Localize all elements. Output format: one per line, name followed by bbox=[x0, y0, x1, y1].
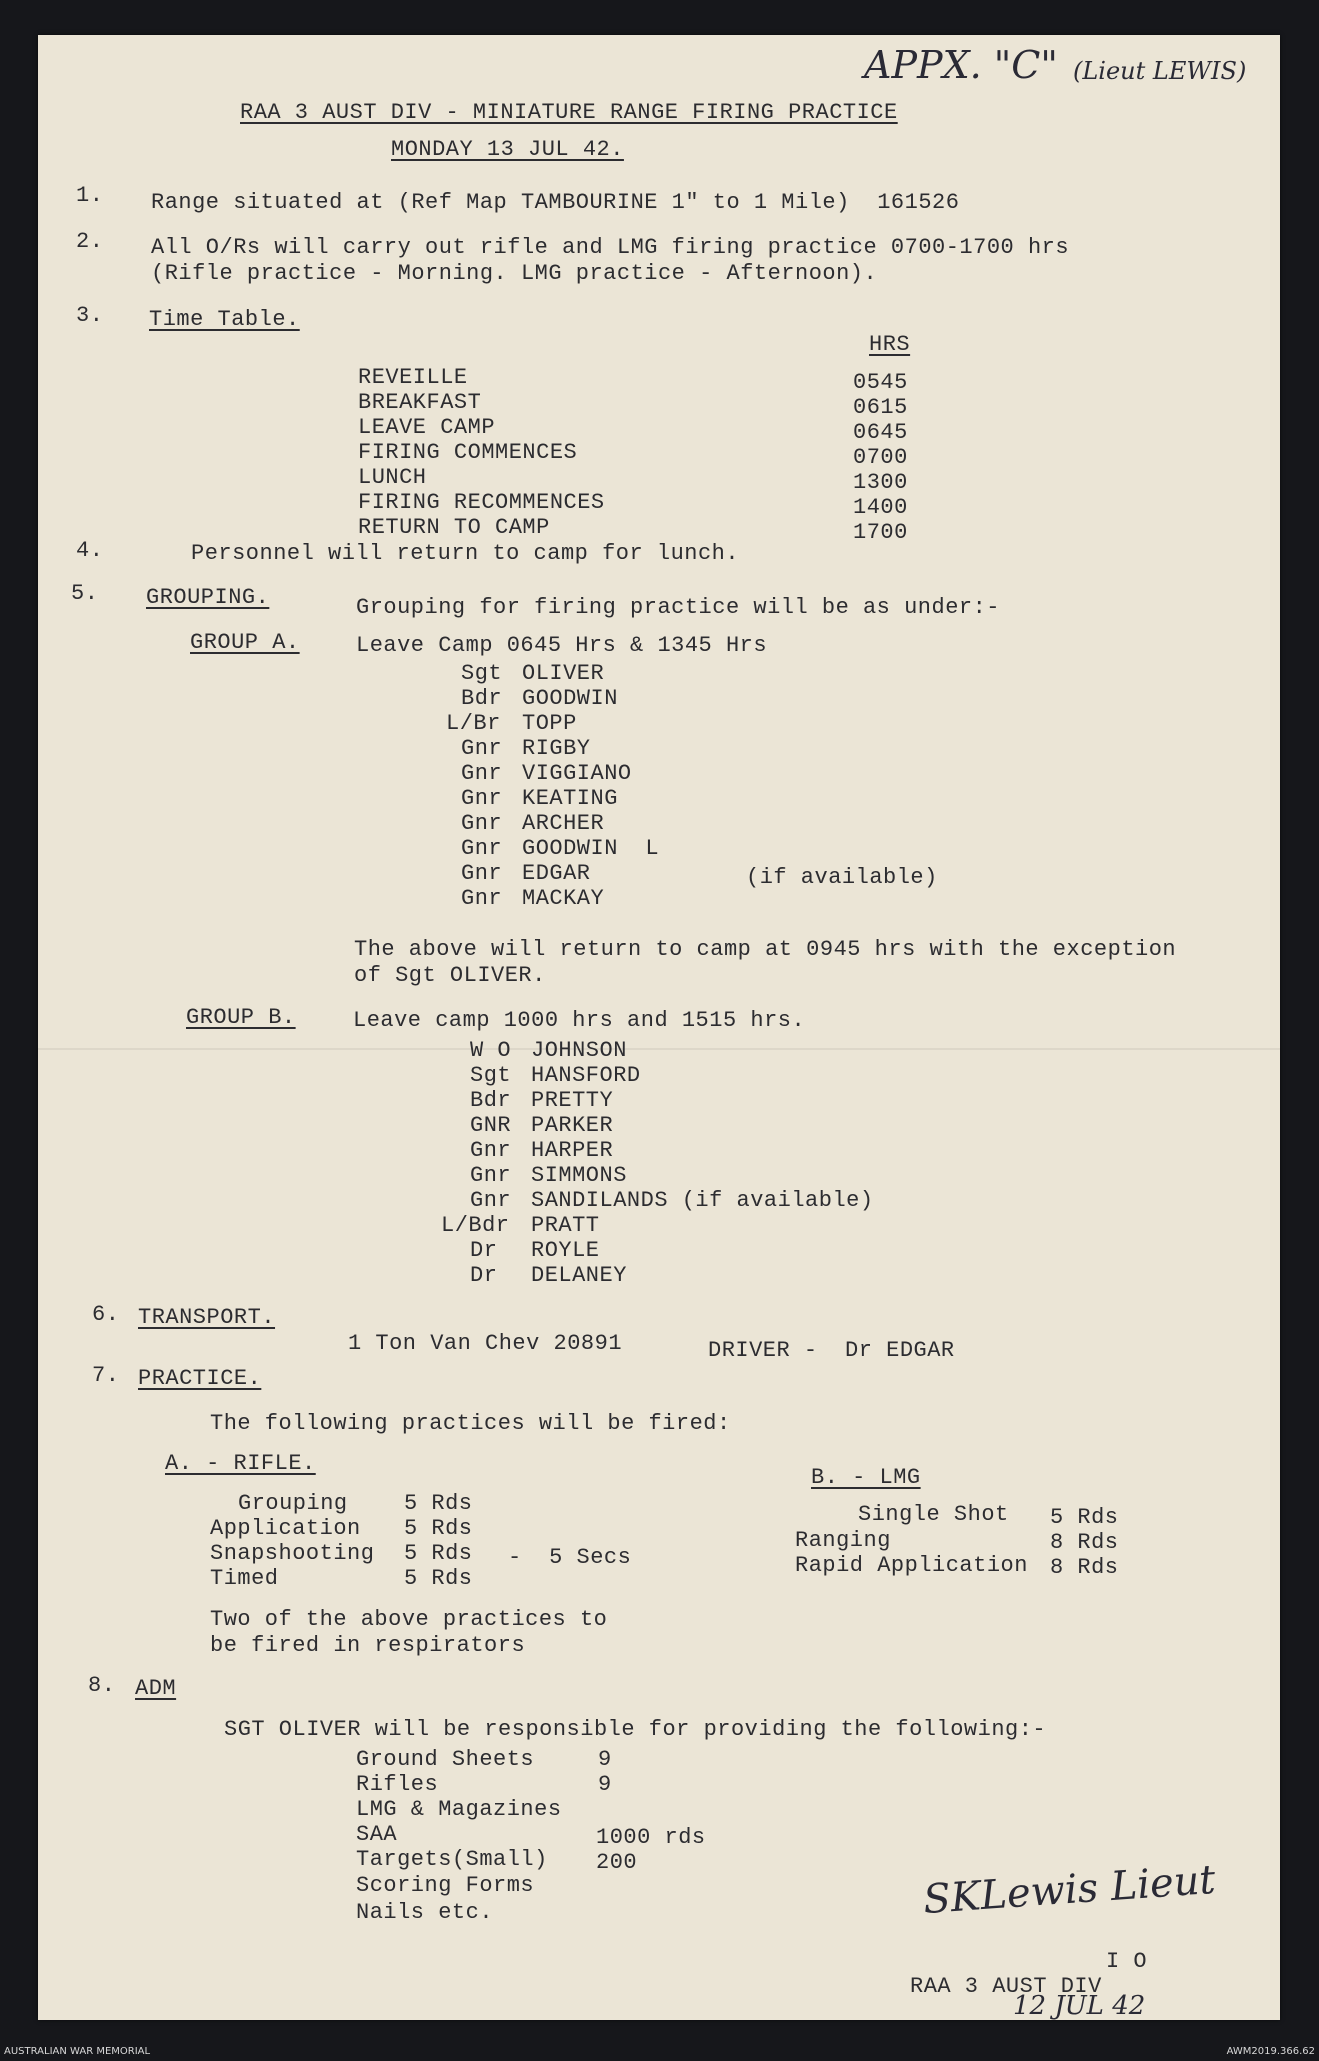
time-table-time: 1300 bbox=[853, 470, 908, 495]
document-page bbox=[38, 35, 1280, 2020]
time-table-event: LEAVE CAMP bbox=[358, 415, 496, 440]
document-date: MONDAY 13 JUL 42. bbox=[391, 137, 624, 162]
adm-item: Scoring Forms bbox=[356, 1873, 535, 1898]
adm-item: LMG & Magazines bbox=[356, 1797, 562, 1822]
member-name: ROYLE bbox=[531, 1238, 600, 1263]
member-name: KEATING bbox=[522, 786, 618, 811]
member-rank: Bdr bbox=[461, 686, 503, 711]
adm-item: Ground Sheets bbox=[356, 1747, 535, 1772]
rifle-practice-name: Application bbox=[210, 1516, 361, 1541]
rifle-note-line-1: Two of the above practices to bbox=[210, 1607, 608, 1632]
footer-left: AUSTRALIAN WAR MEMORIAL bbox=[4, 2046, 151, 2057]
time-table-heading: Time Table. bbox=[149, 307, 300, 332]
member-rank: L/Br bbox=[446, 711, 501, 736]
member-rank: GNR bbox=[470, 1113, 512, 1138]
member-name: VIGGIANO bbox=[522, 761, 632, 786]
lieut-annotation: (Lieut LEWIS) bbox=[1073, 57, 1247, 85]
time-table-event: BREAKFAST bbox=[358, 390, 482, 415]
member-rank: Bdr bbox=[470, 1088, 512, 1113]
member-name: ARCHER bbox=[522, 811, 605, 836]
lmg-practice-name: Ranging bbox=[795, 1528, 891, 1553]
time-table-time: 0700 bbox=[853, 445, 908, 470]
hrs-column-header: HRS bbox=[869, 332, 911, 357]
signature-unit: RAA 3 AUST DIV bbox=[910, 1974, 1102, 1999]
rifle-note-line-2: be fired in respirators bbox=[210, 1633, 526, 1658]
member-name: GOODWIN bbox=[522, 686, 618, 711]
member-name: RIGBY bbox=[522, 736, 591, 761]
member-rank: Gnr bbox=[461, 811, 503, 836]
handwritten-date: 12 JUL 42 bbox=[1013, 1991, 1146, 2021]
member-rank: Gnr bbox=[470, 1138, 512, 1163]
appendix-annotation: APPX. "C" bbox=[864, 43, 1058, 87]
time-table-time: 1700 bbox=[853, 520, 908, 545]
lmg-practice-rounds: 8 Rds bbox=[1050, 1530, 1119, 1555]
member-rank: Gnr bbox=[461, 861, 503, 886]
para-3-number: 3. bbox=[76, 303, 104, 328]
para-5-number: 5. bbox=[71, 581, 99, 606]
member-name: PRETTY bbox=[531, 1088, 614, 1113]
time-table-event: REVEILLE bbox=[358, 365, 468, 390]
rifle-heading: A. - RIFLE. bbox=[165, 1451, 316, 1476]
member-rank: Gnr bbox=[461, 886, 503, 911]
member-name: HARPER bbox=[531, 1138, 614, 1163]
time-table-event: FIRING COMMENCES bbox=[358, 440, 578, 465]
document-title: RAA 3 AUST DIV - MINIATURE RANGE FIRING PRACTICE bbox=[240, 100, 898, 125]
member-rank: Gnr bbox=[461, 736, 503, 761]
para-8-number: 8. bbox=[88, 1673, 116, 1698]
rifle-practice-name: Snapshooting bbox=[210, 1541, 375, 1566]
member-name: GOODWIN L bbox=[522, 836, 660, 861]
group-a-note-line-2: of Sgt OLIVER. bbox=[354, 963, 546, 988]
adm-item: Nails etc. bbox=[356, 1900, 494, 1925]
adm-qty: 9 bbox=[598, 1747, 612, 1772]
member-name: OLIVER bbox=[522, 661, 605, 686]
group-b-heading: GROUP B. bbox=[186, 1005, 296, 1030]
member-name: SANDILANDS (if available) bbox=[531, 1188, 874, 1213]
time-table-time: 0645 bbox=[853, 420, 908, 445]
member-name: PRATT bbox=[531, 1213, 600, 1238]
member-rank: L/Bdr bbox=[441, 1213, 510, 1238]
rifle-practice-extra: - 5 Secs bbox=[508, 1545, 632, 1570]
lmg-practice-name: Single Shot bbox=[858, 1502, 1009, 1527]
time-table-time: 1400 bbox=[853, 495, 908, 520]
para-6-number: 6. bbox=[92, 1302, 120, 1327]
para-2-line-2: (Rifle practice - Morning. LMG practice - Afternoon). bbox=[151, 261, 878, 286]
adm-item: Targets(Small) bbox=[356, 1847, 548, 1872]
member-rank: Gnr bbox=[461, 836, 503, 861]
transport-heading: TRANSPORT. bbox=[138, 1305, 276, 1330]
member-name: PARKER bbox=[531, 1113, 614, 1138]
adm-heading: ADM bbox=[135, 1676, 177, 1701]
time-table-time: 0545 bbox=[853, 370, 908, 395]
member-name: EDGAR bbox=[522, 861, 591, 886]
para-4-number: 4. bbox=[76, 538, 104, 563]
para-1-number: 1. bbox=[76, 183, 104, 208]
rifle-practice-name: Grouping bbox=[238, 1491, 348, 1516]
member-name: JOHNSON bbox=[531, 1038, 627, 1063]
lmg-practice-rounds: 5 Rds bbox=[1050, 1505, 1119, 1530]
signature: SKLewis Lieut bbox=[921, 1856, 1217, 1924]
grouping-heading: GROUPING. bbox=[146, 585, 270, 610]
member-rank: W O bbox=[470, 1038, 512, 1063]
para-7-number: 7. bbox=[92, 1363, 120, 1388]
rifle-practice-rounds: 5 Rds bbox=[404, 1516, 473, 1541]
lmg-practice-name: Rapid Application bbox=[795, 1553, 1028, 1578]
rifle-practice-rounds: 5 Rds bbox=[404, 1566, 473, 1591]
lmg-heading: B. - LMG bbox=[811, 1465, 921, 1490]
para-1-text: Range situated at (Ref Map TAMBOURINE 1" to 1 Mile) 161526 bbox=[151, 190, 960, 215]
signature-role: I O bbox=[1106, 1949, 1148, 1974]
rifle-practice-rounds: 5 Rds bbox=[404, 1541, 473, 1566]
practice-intro: The following practices will be fired: bbox=[210, 1411, 731, 1436]
adm-item: SAA bbox=[356, 1822, 398, 1847]
grouping-intro: Grouping for firing practice will be as under:- bbox=[356, 595, 1001, 620]
fold-line bbox=[38, 1048, 1280, 1050]
member-rank: Gnr bbox=[470, 1163, 512, 1188]
member-name: DELANEY bbox=[531, 1263, 627, 1288]
para-2-line-1: All O/Rs will carry out rifle and LMG firing practice 0700-1700 hrs bbox=[151, 235, 1070, 260]
time-table-event: RETURN TO CAMP bbox=[358, 515, 550, 540]
member-name: MACKAY bbox=[522, 886, 605, 911]
group-a-leave: Leave Camp 0645 Hrs & 1345 Hrs bbox=[356, 633, 768, 658]
if-available-note: (if available) bbox=[746, 865, 938, 890]
adm-qty: 9 bbox=[598, 1772, 612, 1797]
member-name: HANSFORD bbox=[531, 1063, 641, 1088]
transport-driver: DRIVER - Dr EDGAR bbox=[708, 1338, 955, 1363]
time-table-time: 0615 bbox=[853, 395, 908, 420]
lmg-practice-rounds: 8 Rds bbox=[1050, 1555, 1119, 1580]
rifle-practice-rounds: 5 Rds bbox=[404, 1491, 473, 1516]
adm-qty: 200 bbox=[596, 1850, 638, 1875]
adm-qty: 1000 rds bbox=[596, 1825, 706, 1850]
practice-heading: PRACTICE. bbox=[138, 1366, 262, 1391]
time-table-event: LUNCH bbox=[358, 465, 427, 490]
member-name: SIMMONS bbox=[531, 1163, 627, 1188]
group-a-heading: GROUP A. bbox=[190, 630, 300, 655]
group-b-leave: Leave camp 1000 hrs and 1515 hrs. bbox=[353, 1008, 806, 1033]
member-rank: Sgt bbox=[470, 1063, 512, 1088]
rifle-practice-name: Timed bbox=[210, 1566, 279, 1591]
adm-intro: SGT OLIVER will be responsible for providing the following:- bbox=[224, 1717, 1047, 1742]
footer-right: AWM2019.366.62 bbox=[1226, 2046, 1315, 2057]
member-rank: Gnr bbox=[461, 786, 503, 811]
time-table-event: FIRING RECOMMENCES bbox=[358, 490, 605, 515]
para-2-number: 2. bbox=[76, 229, 104, 254]
member-rank: Gnr bbox=[461, 761, 503, 786]
para-4-text: Personnel will return to camp for lunch. bbox=[191, 541, 740, 566]
member-rank: Sgt bbox=[461, 661, 503, 686]
member-name: TOPP bbox=[522, 711, 577, 736]
member-rank: Dr bbox=[470, 1263, 498, 1288]
member-rank: Dr bbox=[470, 1238, 498, 1263]
group-a-note-line-1: The above will return to camp at 0945 hrs with the exception bbox=[354, 937, 1177, 962]
adm-item: Rifles bbox=[356, 1772, 439, 1797]
member-rank: Gnr bbox=[470, 1188, 512, 1213]
transport-vehicle: 1 Ton Van Chev 20891 bbox=[348, 1331, 623, 1356]
